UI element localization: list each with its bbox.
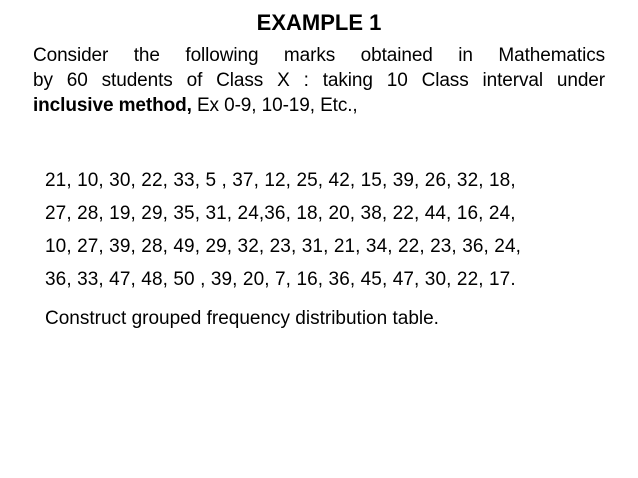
class-interval-example: Ex 0-9, 10-19, Etc., [191,95,358,116]
problem-line-3 [33,93,605,118]
problem-statement [33,43,605,118]
slide-title: EXAMPLE 1 [256,10,382,35]
method-emphasis: inclusive method, [33,95,192,116]
marks-list [45,164,625,296]
problem-line-2: by 60 students of Class X : taking 10 Class interval under [33,70,605,91]
marks-row: 36, 33, 47, 48, 50 , 39, 20, 7, 16, 36, 45, 47, 30, 22, 17. [45,269,516,290]
task-instruction: Construct grouped frequency distribution table. [45,308,439,329]
problem-line-1: Consider the following marks obtained in Mathematics [33,45,605,66]
marks-row: 21, 10, 30, 22, 33, 5 , 37, 12, 25, 42, 15, 39, 26, 32, 18, [45,170,516,191]
marks-row: 27, 28, 19, 29, 35, 31, 24,36, 18, 20, 38, 22, 44, 16, 24, [45,203,516,224]
marks-row: 10, 27, 39, 28, 49, 29, 32, 23, 31, 21, 34, 22, 23, 36, 24, [45,236,521,257]
